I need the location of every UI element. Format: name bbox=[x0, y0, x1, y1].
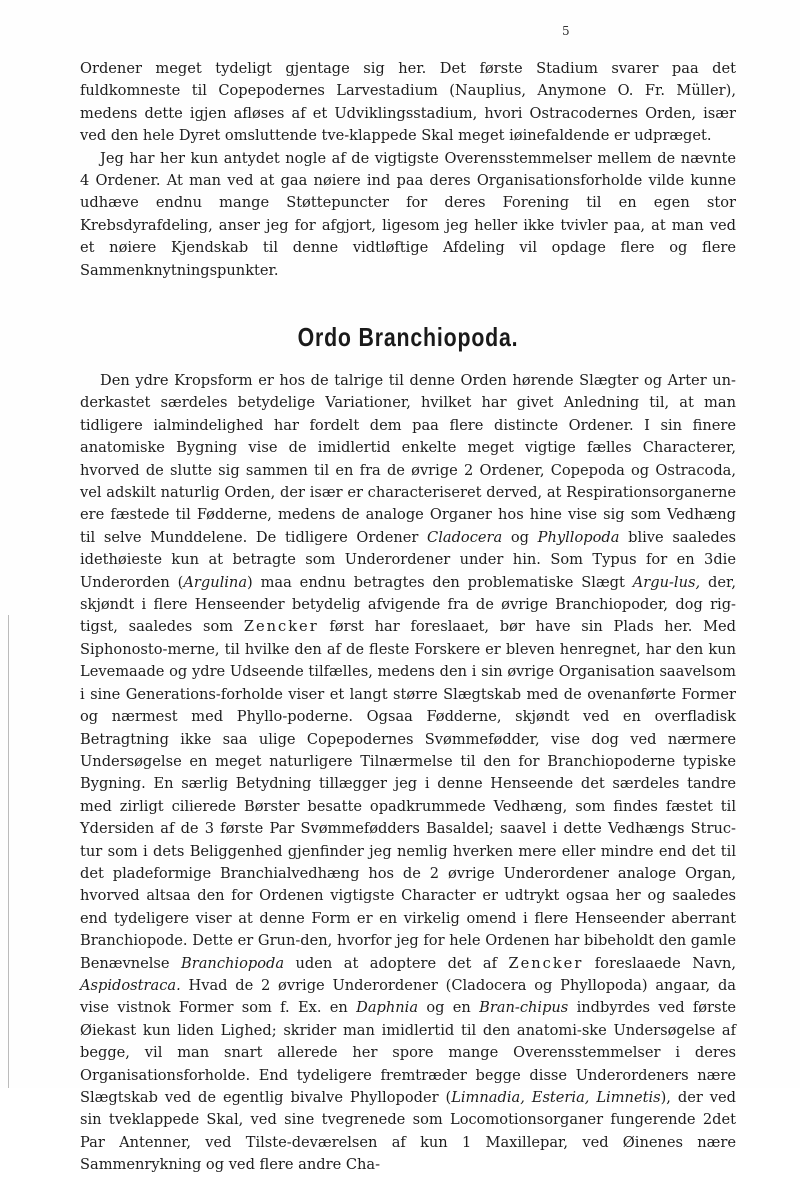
text-segment: foreslaaede Navn, bbox=[583, 954, 736, 972]
page-number: 5 bbox=[562, 24, 570, 38]
text-segment: og en bbox=[418, 999, 480, 1017]
intro-text-block bbox=[80, 58, 736, 282]
author-name: Zencker bbox=[508, 954, 584, 972]
section-heading: Ordo Branchiopoda. bbox=[297, 322, 519, 352]
section-text-block bbox=[80, 370, 736, 1177]
intro-paragraph-1: Ordener meget tydeligt gjentage sig her. Det første Stadium svarer paa det fuldkomneste til Copepodernes Larvestadium (Nauplius, Anymone O. Fr. Müller), medens dette igjen afløses af et Udviklingsstadium, hvori Ostracodernes Orden, især ved den hele Dyret omsluttende tve-klappede Skal meget iøinefaldende er udpræget. bbox=[80, 60, 736, 145]
intro-paragraph-2: Jeg har her kun antydet nogle af de vigtigste Overensstemmelser mellem de nævnte 4 Ordener. At man ved at gaa nøiere ind paa deres Organisationsforholde vilde kunne udhæve endnu mange Støttepuncter for deres Forening til en egen stor Krebsdyrafdeling, anser jeg for afgjort, ligesom jeg heller ikke tvivler paa, at man ved et nøiere Kjendskab til denne vidtløftige Afdeling vil opdage flere og flere Sammenknytningspunkter. bbox=[80, 149, 736, 279]
text-segment: blive saaledes idethøieste kun at betragte som Underordener under hin. Som Typus for en 3die Underorden ( bbox=[80, 528, 737, 591]
taxon-name: Aspidostraca. bbox=[80, 976, 181, 994]
text-segment: først har foreslaaet, bør have sin Plads her. Med Siphonosto-merne, til hvilke den af de fleste Forskere er bleven henregnet, har den kun Levemaade og ydre Udseende tilfælles, medens den i sin øvrige Organisation saavelsom i sine Generations-forholde viser et langt større Slægtskab med de ovenanførte Former og nærmest med Phyllo-poderne. Ogsaa Fødderne, skjøndt ved en overfladisk Betragtning ikke saa ulige Copepodernes Svømmefødder, vise dog ved nærmere Undersøgelse en meget naturligere Tilnærmelse til den for Branchiopoderne typiske Bygning. En særlig Betydning tillægger jeg i denne Henseende det særdeles tandre med zirligt cilierede Børster besatte opadkrummede Vedhæng, som findes fæstet til Ydersiden af de 3 første Par Svømmefødders Basaldel; saavel i dette Vedhængs Struc-tur som i dets Beliggenhed gjenfinder jeg nemlig hverken mere eller mindre end det til det pladeformige Branchialvedhæng hos de 2 øvrige Underordener analoge Organ, hvorved altsaa den for Ordenen vigtigste Character er udtrykt ogsaa her og saaledes end tydeligere viser at denne Form er en virkelig omend i flere Henseender aberrant Branchiopode. Dette er Grun-den, hvorfor jeg for hele Ordenen har bibeholdt den gamle Benævnelse bbox=[80, 618, 736, 972]
taxon-name: Bran-chipus bbox=[479, 999, 569, 1017]
text-segment: indbyrdes ved første Øiekast kun liden Lighed; skrider man imidlertid til den anatomi-ske Undersøgelse af begge, vil man snart allerede her spore mange Overensstemmelser i deres Organisationsforholde. End tydeligere fremtræder begge disse Underordeners nære Slægtskab ved de egentlig bivalve Phyllopoder ( bbox=[80, 999, 736, 1106]
text-segment: og bbox=[502, 528, 538, 546]
taxon-name: Argulina bbox=[183, 573, 248, 591]
text-segment: der, skjøndt i flere Henseender betydelig afvigende fra de øvrige Branchiopoder, dog rig-tigst, saaledes som bbox=[80, 573, 736, 636]
text-segment: Hvad de 2 øvrige Underordener (Cladocera og Phyllopoda) angaar, da vise vistnok Former som f. Ex. en bbox=[80, 976, 736, 1017]
taxon-name: Cladocera bbox=[427, 528, 503, 546]
taxon-name: Branchiopoda bbox=[181, 954, 285, 972]
text-segment: Den ydre Kropsform er hos de talrige til denne Orden hørende Slægter og Arter un-derkastet særdeles betydelige Variationer, hvilket har givet Anledning til, at man tidligere ialmindelighed har fordelt dem paa flere distincte Ordener. I sin finere anatomiske Bygning vise de imidlertid enkelte meget vigtige fælles Characterer, hvorved de slutte sig sammen til en fra de øvrige 2 Ordener, Copepoda og Ostracoda, vel adskilt naturlig Orden, der især er characteriseret derved, at Respirationsorganerne ere fæstede til Fødderne, medens de analoge Organer hos hine vise sig som Vedhæng til selve Munddelene. De tidligere Ordener bbox=[80, 372, 736, 546]
taxon-name: Phyllopoda bbox=[537, 528, 620, 546]
taxon-name: Argu-lus, bbox=[632, 573, 701, 591]
page-edge-line bbox=[8, 615, 9, 1088]
taxon-name: Daphnia bbox=[356, 999, 419, 1017]
text-segment: ) maa endnu betragtes den problematiske Slægt bbox=[247, 573, 633, 591]
author-name: Zencker bbox=[243, 618, 319, 636]
section-paragraph bbox=[80, 370, 736, 1177]
text-segment: ), der ved sin tveklappede Skal, ved sine tvegrenede som Locomotionsorganer fungerende 2det Par Antenner, ved Tilste-deværelsen af kun 1 Maxillepar, ved Øinenes nære Sammenrykning og ved flere andre Cha- bbox=[80, 1089, 736, 1174]
taxon-name: Limnadia, Esteria, Limnetis bbox=[451, 1089, 661, 1106]
text-segment: uden at adoptere det af bbox=[284, 954, 509, 972]
